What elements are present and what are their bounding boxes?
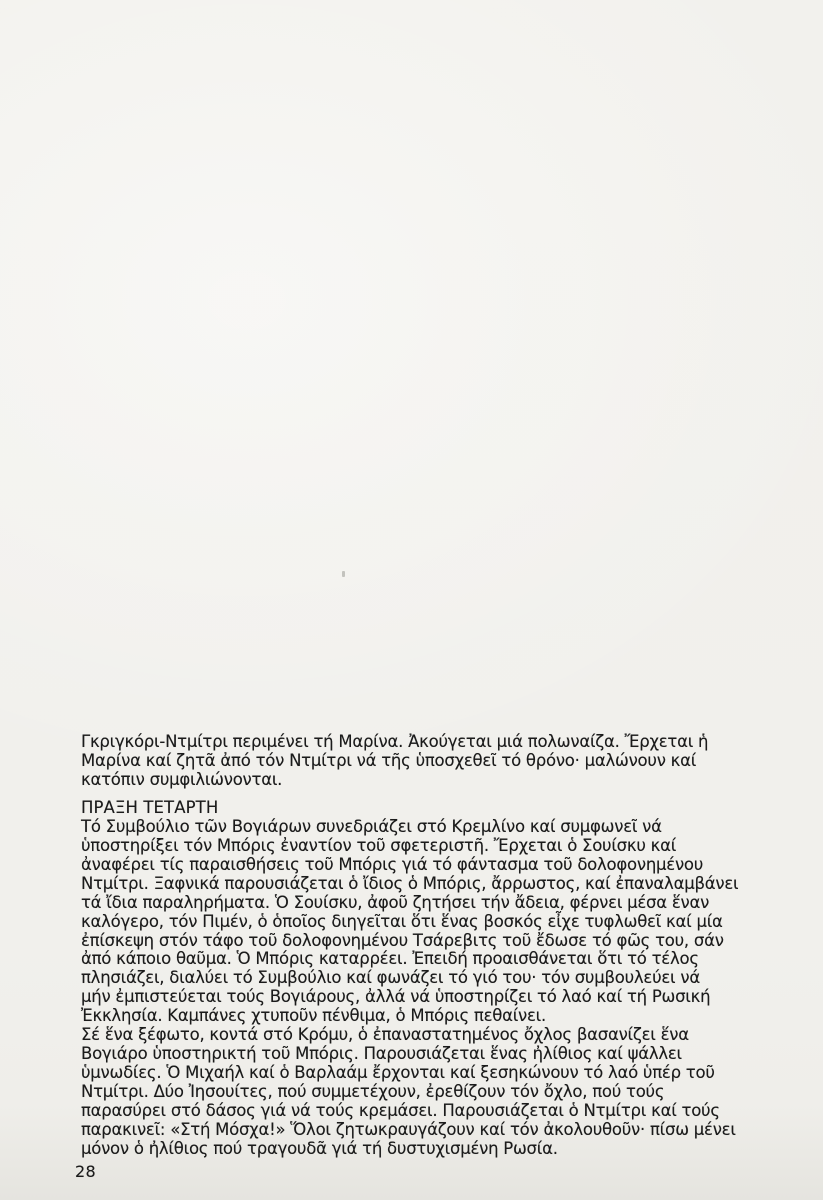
text-line: Ἐκκλησία. Καμπάνες χτυποῦν πένθιμα, ὁ Μπόρις πεθαίνει. <box>81 1006 546 1026</box>
text-line: ἀναφέρει τίς παραισθήσεις τοῦ Μπόρις γιά τό φάντασμα τοῦ δολοφονημένου <box>81 854 704 874</box>
act-four-heading: ΠΡΑΞΗ ΤΕΤΑΡΤΗ <box>81 798 219 818</box>
text-line: μήν ἐμπιστεύεται τούς Βογιάρους, ἀλλά νά ὑποστηρίζει τό λαό καί τή Ρωσική <box>81 987 711 1007</box>
text-line: Ντμίτρι. Ξαφνικά παρουσιάζεται ὁ ἴδιος ὁ Μπόρις, ἄρρωστος, καί ἐπαναλαμβάνει <box>81 873 739 893</box>
text-line: παρασύρει στό δάσος γιά νά τούς κρεμάσει. Παρουσιάζεται ὁ Ντμίτρι καί τούς <box>81 1100 720 1120</box>
text-line: κατόπιν συμφιλιώνονται. <box>81 769 283 789</box>
paragraph-act-four-scene-two <box>81 1026 771 1158</box>
text-line: Βογιάρο ὑποστηρικτή τοῦ Μπόρις. Παρουσιάζεται ἕνας ἠλίθιος καί ψάλλει <box>81 1044 682 1063</box>
text-line: Μαρίνα καί ζητᾶ ἀπό τόν Ντμίτρι νά τῆς ὑποσχεθεῖ τό θρόνο· μαλώνουν καί <box>81 750 697 770</box>
text-line: παρακινεῖ: «Στή Μόσχα!» Ὅλοι ζητωκραυγάζουν καί τόν ἀκολουθοῦν· πίσω μένει <box>81 1119 736 1139</box>
text-line: ἐπίσκεψη στόν τάφο τοῦ δολοφονημένου Τσάρεβιτς τοῦ ἔδωσε τό φῶς του, σάν <box>81 930 724 950</box>
paragraph-act-four-scene-one <box>81 818 771 1026</box>
text-line: Γκριγκόρι-Ντμίτρι περιμένει τή Μαρίνα. Ἀκούγεται μιά πολωναίζα. Ἔρχεται ἡ <box>81 732 709 751</box>
paragraph-act-three-end <box>81 733 771 790</box>
text-line: μόνον ὁ ἠλίθιος πού τραγουδᾶ γιά τή δυστυχισμένη Ρωσία. <box>81 1138 558 1158</box>
text-line: Τό Συμβούλιο τῶν Βογιάρων συνεδριάζει στό Κρεμλίνο καί συμφωνεῖ νά <box>81 817 662 837</box>
text-line: ὑμνωδίες. Ὁ Μιχαήλ καί ὁ Βαρλαάμ ἔρχονται καί ξεσηκώνουν τό λαό ὑπέρ τοῦ <box>81 1062 715 1082</box>
synopsis-text-block <box>81 733 771 1158</box>
text-line: καλόγερο, τόν Πιμέν, ὁ ὁποῖος διηγεῖται ὅτι ἕνας βοσκός εἶχε τυφλωθεῖ καί μία <box>81 911 723 931</box>
text-line: Ντμίτρι. Δύο Ἰησουίτες, πού συμμετέχουν, ἐρεθίζουν τόν ὄχλο, πού τούς <box>81 1081 665 1101</box>
scan-speck <box>342 571 345 577</box>
text-line: πλησιάζει, διαλύει τό Συμβούλιο καί φωνάζει τό γιό του· τόν συμβουλεύει νά <box>81 968 700 988</box>
page-number: 28 <box>75 1162 96 1181</box>
text-line: ὑποστηρίξει τόν Μπόρις ἐναντίον τοῦ σφετεριστῆ. Ἔρχεται ὁ Σουίσκυ καί <box>81 836 677 856</box>
text-line: Σέ ἕνα ξέφωτο, κοντά στό Κρόμυ, ὁ ἐπαναστατημένος ὄχλος βασανίζει ἕνα <box>81 1025 689 1045</box>
text-line: ἀπό κάποιο θαῦμα. Ὁ Μπόρις καταρρέει. Ἐπειδή προαισθάνεται ὅτι τό τέλος <box>81 949 699 969</box>
text-line: τά ἴδια παραληρήματα. Ὁ Σουίσκυ, ἀφοῦ ζητήσει τήν ἄδεια, φέρνει μέσα ἕναν <box>81 892 710 912</box>
